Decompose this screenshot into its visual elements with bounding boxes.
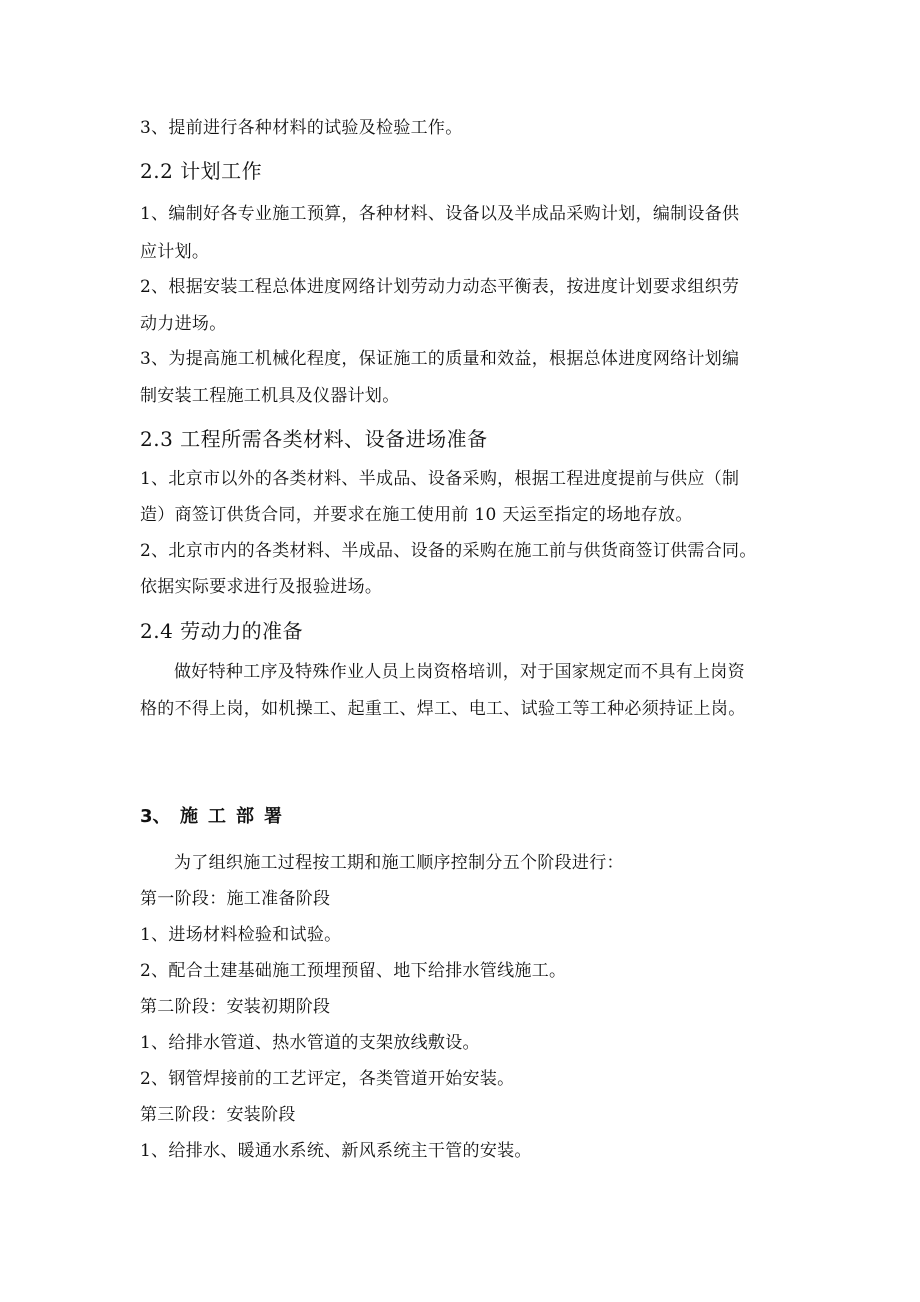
s24-para-line2: 格的不得上岗，如机操工、起重工、焊工、电工、试验工等工种必须持证上岗。 bbox=[140, 699, 746, 719]
phase2-title: 第二阶段：安装初期阶段 bbox=[140, 997, 331, 1017]
phase2-item2: 2、钢管焊接前的工艺评定，各类管道开始安装。 bbox=[140, 1069, 515, 1089]
s22-item1-line2: 应计划。 bbox=[140, 242, 210, 262]
s22-item3-line1: 3、为提高施工机械化程度，保证施工的质量和效益，根据总体进度网络计划编 bbox=[140, 349, 740, 369]
phase3-title: 第三阶段：安装阶段 bbox=[140, 1105, 296, 1125]
s22-item3-line2: 制安装工程施工机具及仪器计划。 bbox=[140, 386, 400, 406]
s24-para-line1: 做好特种工序及特殊作业人员上岗资格培训，对于国家规定而不具有上岗资 bbox=[174, 662, 745, 682]
s23-item2-line1: 2、北京市内的各类材料、半成品、设备的采购在施工前与供货商签订供需合同。 bbox=[140, 541, 757, 561]
section-3-intro: 为了组织施工过程按工期和施工顺序控制分五个阶段进行： bbox=[174, 853, 624, 873]
s22-item2-line2: 动力进场。 bbox=[140, 314, 227, 334]
phase1-item1: 1、进场材料检验和试验。 bbox=[140, 925, 342, 945]
phase1-item2: 2、配合土建基础施工预埋预留、地下给排水管线施工。 bbox=[140, 961, 567, 981]
phase3-item1: 1、给排水、暖通水系统、新风系统主干管的安装。 bbox=[140, 1141, 532, 1161]
s23-item1-line1: 1、北京市以外的各类材料、半成品、设备采购，根据工程进度提前与供应（制 bbox=[140, 469, 740, 489]
phase2-item1: 1、给排水管道、热水管道的支架放线敷设。 bbox=[140, 1033, 480, 1053]
s23-item2-line2: 依据实际要求进行及报验进场。 bbox=[140, 577, 383, 597]
s22-item2-line1: 2、根据安装工程总体进度网络计划劳动力动态平衡表，按进度计划要求组织劳 bbox=[140, 277, 740, 297]
phase1-title: 第一阶段：施工准备阶段 bbox=[140, 889, 331, 909]
intro-item-3: 3、提前进行各种材料的试验及检验工作。 bbox=[140, 118, 463, 138]
s22-item1-line1: 1、编制好各专业施工预算，各种材料、设备以及半成品采购计划，编制设备供 bbox=[140, 204, 740, 224]
heading-2-4: 2.4 劳动力的准备 bbox=[140, 619, 304, 643]
heading-2-3: 2.3 工程所需各类材料、设备进场准备 bbox=[140, 427, 488, 451]
heading-2-2: 2.2 计划工作 bbox=[140, 159, 263, 183]
heading-section-3 bbox=[140, 804, 292, 830]
section-3-title: 施工部署 bbox=[180, 806, 292, 827]
s23-item1-line2: 造）商签订供货合同，并要求在施工使用前 10 天运至指定的场地存放。 bbox=[140, 505, 693, 525]
section-3-number: 3、 bbox=[140, 806, 171, 827]
